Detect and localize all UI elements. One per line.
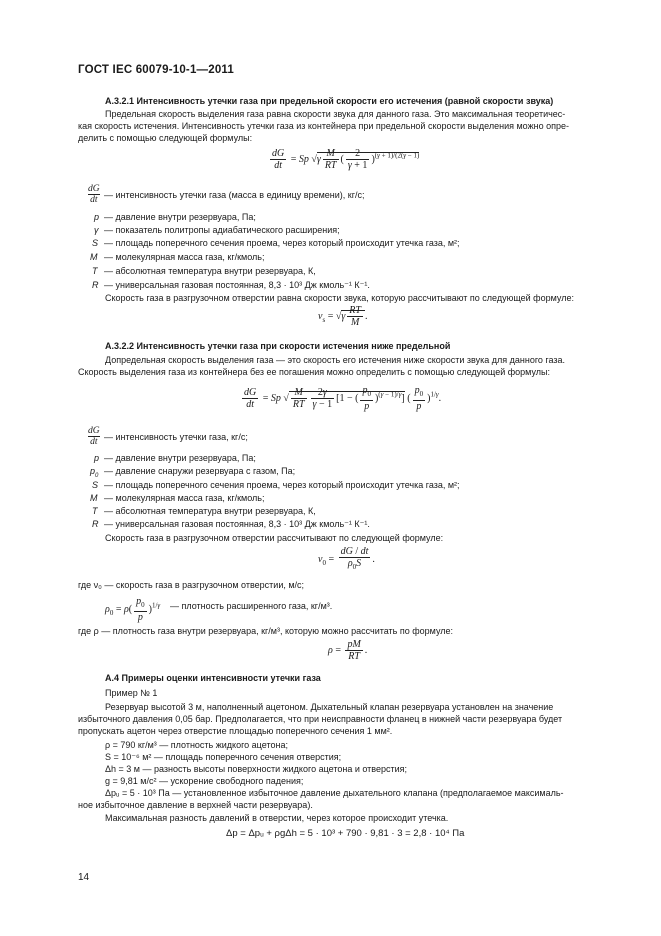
paragraph-line: Скорость выделения газа из контейнера без ее погашения можно определить с помощью следующей формулы: — [78, 367, 550, 377]
definition-line: — интенсивность утечки газа (масса в единицу времени), кг/с; — [104, 190, 365, 200]
definition-line: — давление снаружи резервуара с газом, Па; — [104, 466, 296, 476]
given-line: Δh = 3 м — разность высоты поверхности жидкого ацетона и отверстия; — [105, 764, 408, 774]
given-line: ное избыточное давление в верхней части резервуара). — [78, 800, 313, 810]
symbol-t: T — [92, 266, 98, 276]
symbol-p: p — [94, 453, 100, 463]
definition-line: — плотность расширенного газа, кг/м³. — [170, 601, 333, 611]
definition-line: — молекулярная масса газа, кг/кмоль; — [104, 252, 265, 262]
definition-line: — абсолютная температура внутри резервуара, К, — [104, 266, 316, 276]
paragraph-line: Максимальная разность давлений в отверстии, через которое происходит утечка. — [105, 813, 449, 823]
section-heading-a322: A.3.2.2 Интенсивность утечки газа при скорости истечения ниже предельной — [105, 341, 451, 351]
formula-rho0: $\rho_0 = \rho$( $\frac{p_0}{p}$ )$^{1/\gamma}$ — [105, 596, 161, 623]
symbol-r: R — [92, 280, 99, 290]
dg-dt-symbol: dG dt — [88, 426, 100, 447]
symbol-m: M — [90, 493, 98, 503]
definition-line: — универсальная газовая постоянная, 8,3 · 10³ Дж кмоль⁻¹ К⁻¹. — [104, 280, 370, 290]
section-heading-a4: A.4 Примеры оценки интенсивности утечки газа — [105, 673, 321, 683]
section-heading-a321: A.3.2.1 Интенсивность утечки газа при предельной скорости его истечения (равной скорости звука) — [105, 96, 554, 106]
formula-choked-flow: $\frac{dG}{dt}$ = Sp √γ $\frac{M}{RT}$ ( $\frac{2}{\gamma + 1}$ )$^{(\gamma + 1)/(2(\gamma - 1)}$ — [272, 148, 420, 171]
given-line: Δpᵤ = 5 · 10³ Па — установленное избыточное давление дыхательного клапана (предполагаемое максималь- — [105, 788, 564, 798]
definition-line: — абсолютная температура внутри резервуара, К, — [104, 506, 316, 516]
symbol-p0: $p_0$ — [90, 466, 99, 479]
definition-line: — давление внутри резервуара, Па; — [104, 453, 256, 463]
formula-v0: $\nu_0$ = $\frac{dG / dt}{\rho_0S}$ . — [318, 546, 375, 571]
paragraph-line: кая скорость истечения. Интенсивность утечки газа из контейнера при предельной скорости выделения можно опре- — [78, 121, 569, 131]
definition-line: — универсальная газовая постоянная, 8,3 · 10³ Дж кмоль⁻¹ К⁻¹. — [104, 519, 370, 529]
symbol-t: T — [92, 506, 98, 516]
paragraph-line: делить с помощью следующей формулы: — [78, 133, 253, 143]
paragraph-line: пропускать ацетон через отверстие площадью поперечного сечения 1 мм². — [78, 726, 393, 736]
definition-line: — показатель политропы адиабатического расширения; — [104, 225, 340, 235]
symbol-gamma: γ — [94, 225, 99, 235]
document-header: ГОСТ IEC 60079-10-1—2011 — [78, 64, 234, 76]
paragraph-line: избыточного давления 0,05 бар. Предполагается, что при неисправности фланец в нижней части резервуара будет — [78, 714, 563, 724]
paragraph-line: Предельная скорость выделения газа равна скорости звука для данного газа. Это максимальная теоретичес- — [105, 109, 566, 119]
symbol-m: M — [90, 252, 98, 262]
definition-line: — площадь поперечного сечения проема, через который происходит утечка газа, м²; — [104, 238, 460, 248]
where-v0-line: где ν₀ — скорость газа в разгрузочном отверстии, м/с; — [78, 580, 305, 590]
paragraph-line: Допредельная скорость выделения газа — это скорость его истечения ниже скорости звука для данного газа. — [105, 355, 566, 365]
where-rho-line: где ρ — плотность газа внутри резервуара, кг/м³, которую можно рассчитать по формуле: — [78, 626, 454, 636]
symbol-p: p — [94, 212, 100, 222]
symbol-s: S — [92, 480, 99, 490]
given-line: S = 10⁻⁶ м² — площадь поперечного сечения отверстия; — [105, 752, 342, 762]
definition-line: — молекулярная масса газа, кг/кмоль; — [104, 493, 265, 503]
given-line: g = 9,81 м/с² — ускорение свободного падения; — [105, 776, 304, 786]
dg-dt-symbol: dG dt — [88, 184, 100, 205]
example-label: Пример № 1 — [105, 688, 158, 698]
formula-subsonic-flow: $\frac{dG}{dt}$ = Sp √ $\frac{M}{RT}$ $\frac{2\gamma}{\gamma - 1}$ [1 − ( $\frac{p_0}{p}$ )$^{(\gamma - 1)/\gamma}$] ( $\frac{p_0}{p}$ )$^{1/\gamma}$. — [244, 385, 442, 412]
symbol-s: S — [92, 238, 99, 248]
paragraph-line: Скорость газа в разгрузочном отверстии равна скорости звука, которую рассчитывают по следующей формуле: — [105, 293, 574, 303]
formula-pressure-difference: Δp = Δpᵤ + ρgΔh = 5 · 10³ + 790 · 9,81 · 3 = 2,8 · 10⁴ Па — [226, 828, 465, 839]
paragraph-line: Резервуар высотой 3 м, наполненный ацетоном. Дыхательный клапан резервуара установлен на значение — [105, 702, 554, 712]
definition-line: — давление внутри резервуара, Па; — [104, 212, 256, 222]
formula-rho: ρ = $\frac{pM}{RT}$ . — [328, 639, 368, 662]
page-number: 14 — [78, 872, 90, 883]
definition-line: — интенсивность утечки газа, кг/с; — [104, 432, 248, 442]
given-line: ρ = 790 кг/м³ — плотность жидкого ацетона; — [105, 740, 288, 750]
definition-line: — площадь поперечного сечения проема, через который происходит утечка газа, м²; — [104, 480, 460, 490]
formula-sonic-speed: $\nu_s = √\gamma$ $\frac{RT}{M}$ . — [318, 305, 368, 328]
symbol-r: R — [92, 519, 99, 529]
paragraph-line: Скорость газа в разгрузочном отверстии рассчитывают по следующей формуле: — [105, 533, 444, 543]
